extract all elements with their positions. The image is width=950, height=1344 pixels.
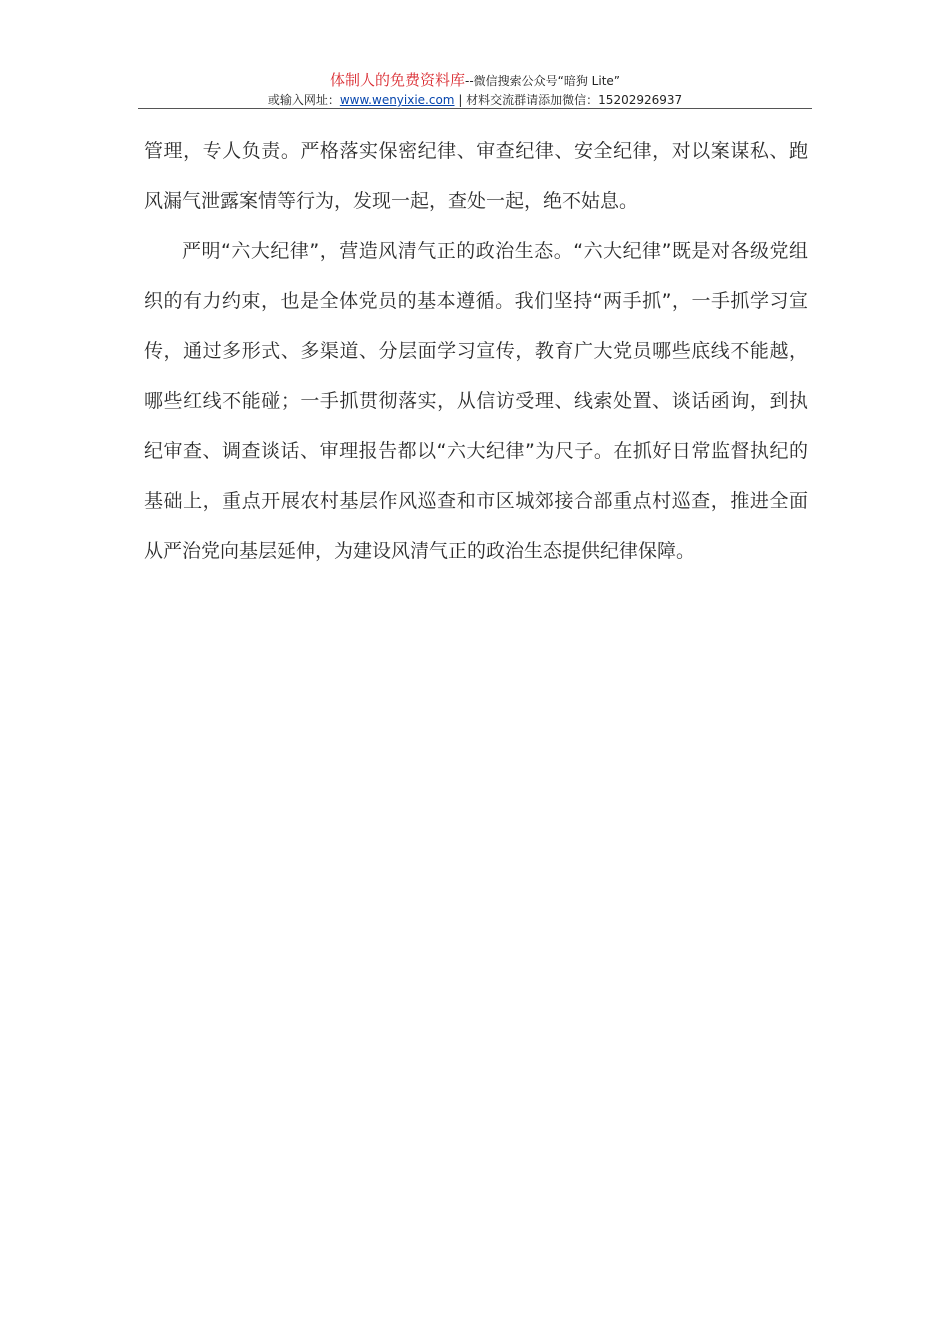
header-subtitle: --微信搜索公众号“暗狗 Lite”: [464, 74, 621, 88]
page-header: [138, 70, 812, 109]
header-divider: [138, 108, 812, 109]
header-brand: 体制人的免费资料库: [329, 71, 465, 89]
document-body: [144, 126, 808, 576]
header-url-link[interactable]: www.wenyixie.com: [339, 93, 455, 107]
header-contact-line: [138, 91, 812, 109]
body-paragraph: 严明“六大纪律”，营造风清气正的政治生态。“六大纪律”既是对各级党组织的有力约束，也是全体党员的基本遵循。我们坚持“两手抓”，一手抓学习宣传，通过多形式、多渠道、分层面学习宣传，教育广大党员哪些底线不能越，哪些红线不能碰；一手抓贯彻落实，从信访受理、线索处置、谈话函询，到执纪审查、调查谈话、审理报告都以“六大纪律”为尺子。在抓好日常监督执纪的基础上，重点开展农村基层作风巡查和市区城郊接合部重点村巡查，推进全面从严治党向基层延伸，为建设风清气正的政治生态提供纪律保障。: [144, 240, 808, 562]
header-url-prefix: 或输入网址：: [267, 93, 340, 107]
header-title-line: [138, 70, 812, 91]
header-contact: | 材料交流群请添加微信：15202926937: [454, 93, 683, 107]
body-paragraph-continued: 管理，专人负责。严格落实保密纪律、审查纪律、安全纪律，对以案谋私、跑风漏气泄露案情等行为，发现一起，查处一起，绝不姑息。: [144, 140, 808, 212]
